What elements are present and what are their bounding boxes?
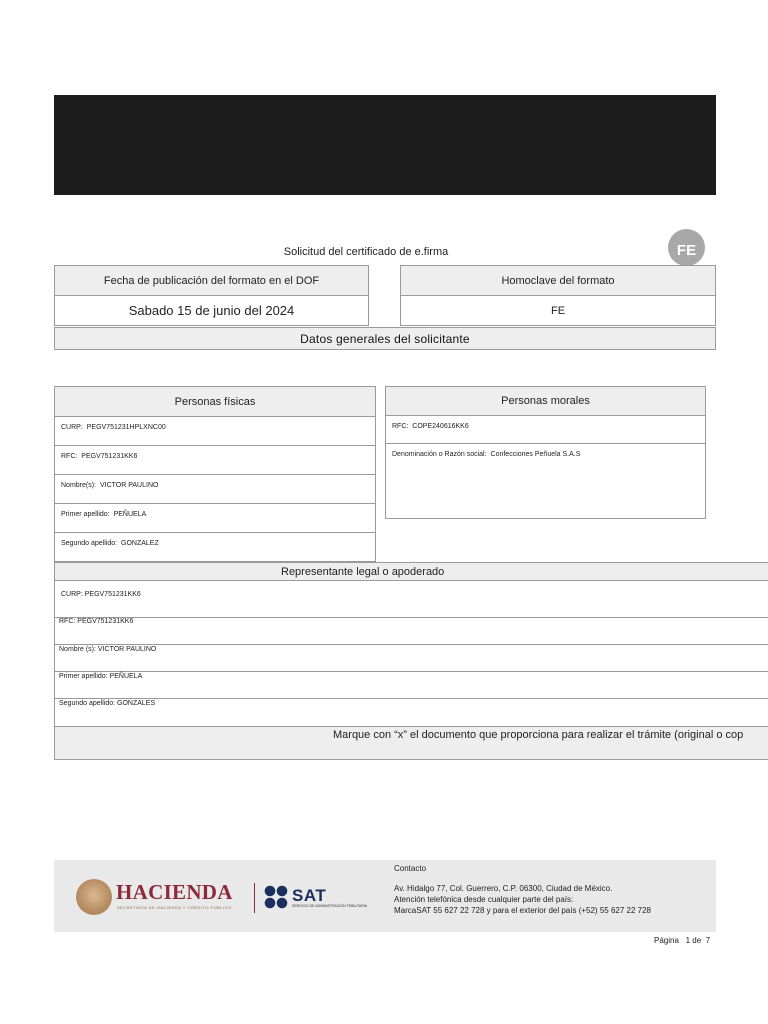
pf-nombre-value: VICTOR PAULINO	[99, 482, 159, 489]
rep-primer-apellido-label: Primer apellido:	[59, 673, 108, 680]
page-of: de	[692, 936, 702, 945]
pm-rfc-row	[385, 415, 706, 444]
rep-primer-apellido-value: PEÑUELA	[109, 673, 143, 680]
pm-razon-social-label: Denominación o Razón social:	[392, 451, 487, 458]
rep-rfc-value: PEGV751231KK6	[77, 618, 134, 625]
document-instruction: Marque con “x” el documento que proporciona para realizar el trámite (original o cop	[54, 726, 768, 760]
sat-logo-text: SAT	[292, 886, 327, 905]
pm-rfc-value: COPE240616KK6	[412, 423, 469, 430]
homoclave-header: Homoclave del formato	[400, 265, 716, 296]
page-label: Página	[654, 936, 679, 945]
pf-curp-value: PEGV751231HPLXNC00	[86, 424, 166, 431]
hacienda-emblem-icon	[76, 879, 112, 915]
rep-segundo-apellido-label: Segundo apellido:	[59, 700, 116, 707]
pf-rfc-label: RFC:	[61, 453, 78, 460]
pub-date-header: Fecha de publicación del formato en el DOF	[54, 265, 369, 296]
rep-curp-value: PEGV751231KK6	[84, 591, 141, 598]
section-title: Datos generales del solicitante	[54, 327, 716, 350]
pf-segundo-apellido-value: GONZALEZ	[121, 540, 159, 547]
pf-segundo-apellido-label: Segundo apellido:	[61, 540, 118, 547]
page-current: 1	[685, 936, 691, 945]
document-title: Solicitud del certificado de e.firma	[283, 246, 449, 258]
rep-curp-row	[54, 580, 768, 618]
rep-nombre-row	[54, 644, 768, 672]
pm-razon-social-row	[385, 443, 706, 519]
rep-primer-apellido-row	[54, 671, 768, 699]
pm-razon-social-value: Confecciones Peñuela S.A.S	[490, 451, 581, 458]
hacienda-logo-subtitle: SECRETARÍA DE HACIENDA Y CRÉDITO PÚBLICO	[117, 905, 232, 910]
pf-rfc-value: PEGV751231KK6	[81, 453, 138, 460]
pagination	[654, 936, 710, 945]
pf-curp-label: CURP:	[61, 424, 83, 431]
homoclave-value: FE	[400, 295, 716, 326]
personas-morales-header: Personas morales	[385, 386, 706, 416]
representante-header: Representante legal o apoderado	[54, 562, 768, 580]
pf-segundo-apellido-row	[54, 532, 376, 562]
rep-rfc-row	[54, 617, 768, 645]
logo-divider	[254, 883, 255, 913]
rep-nombre-value: VICTOR PAULINO	[97, 646, 157, 653]
fe-badge: FE	[668, 229, 705, 266]
hacienda-logo-text: HACIENDA	[116, 880, 233, 904]
sat-dots-icon	[264, 885, 290, 911]
redacted-header-banner	[54, 95, 716, 195]
rep-rfc-label: RFC:	[59, 618, 76, 625]
pf-primer-apellido-row	[54, 503, 376, 533]
contact-address: Av. Hidalgo 77, Col. Guerrero, C.P. 06300, Ciudad de México.	[394, 884, 613, 893]
pub-date-value: Sabado 15 de junio del 2024	[54, 295, 369, 326]
pf-rfc-row	[54, 445, 376, 475]
sat-logo-subtitle: SERVICIO DE ADMINISTRACIÓN TRIBUTARIA	[292, 904, 368, 908]
rep-curp-label: CURP:	[61, 591, 83, 598]
pf-nombre-label: Nombre(s):	[61, 482, 97, 489]
rep-nombre-label: Nombre (s):	[59, 646, 96, 653]
rep-segundo-apellido-row	[54, 698, 768, 726]
contact-phone-line1: Atención telefónica desde cualquier parte del país:	[394, 895, 574, 904]
rep-segundo-apellido-value: GONZALES	[117, 700, 156, 707]
pf-curp-row	[54, 416, 376, 446]
contact-title: Contacto	[394, 864, 427, 873]
pf-nombre-row	[54, 474, 376, 504]
pf-primer-apellido-value: PEÑUELA	[113, 511, 147, 518]
page-total: 7	[705, 936, 711, 945]
personas-fisicas-header: Personas físicas	[54, 386, 376, 417]
pf-primer-apellido-label: Primer apellido:	[61, 511, 110, 518]
contact-phone-line2: MarcaSAT 55 627 22 728 y para el exterior del país (+52) 55 627 22 728	[394, 906, 651, 915]
pm-rfc-label: RFC:	[392, 423, 409, 430]
